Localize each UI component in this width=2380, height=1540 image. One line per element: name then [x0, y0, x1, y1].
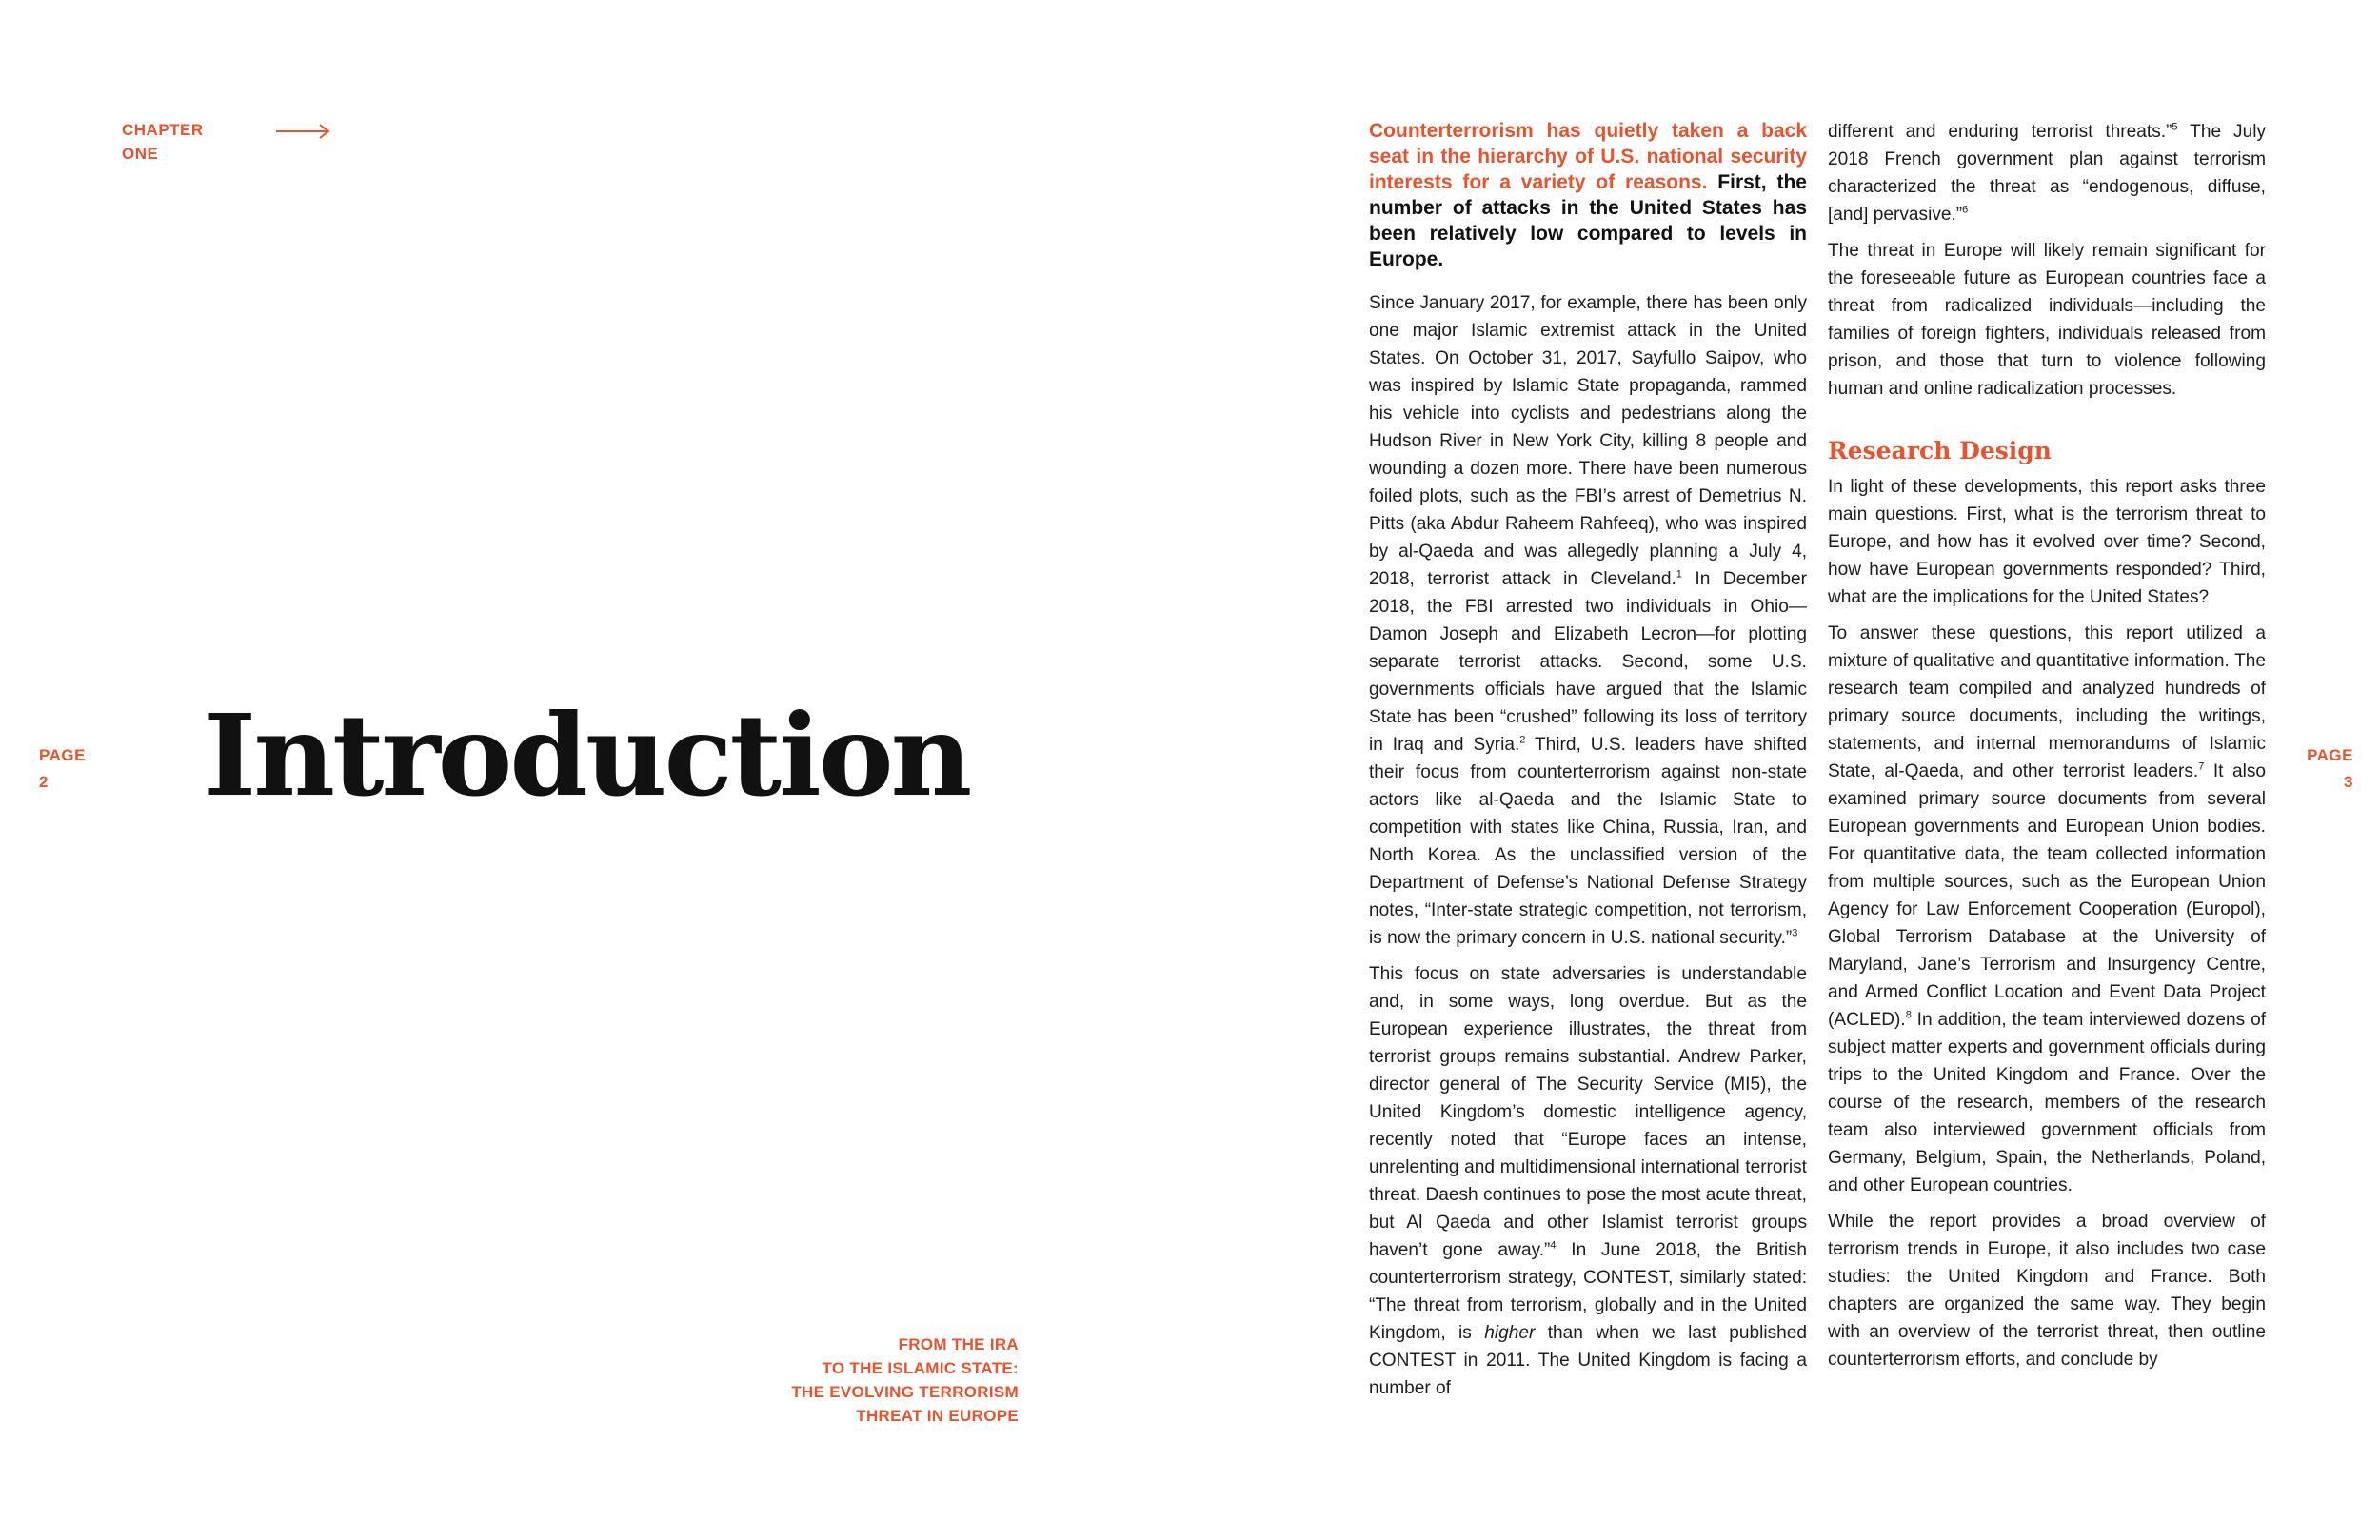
body-text: In addition, the team interviewed dozens of subject matter experts and government officials during trips to the United Kingdom and France. Over the course of the research, members of the research team also interviewed government officials from Germany, Belgium, Spain, the Netherlands, Poland, and other European countries. — [1828, 1010, 2266, 1195]
page-number-right — [2307, 742, 2353, 796]
section-heading: Research Design — [1828, 437, 2052, 464]
text-column-2 — [1828, 118, 2266, 1382]
chapter-label-line2: ONE — [122, 145, 159, 163]
page-label: PAGE — [39, 746, 86, 764]
body-text: than when we last published CONTEST in 2011. The United Kingdom is facing a number of — [1369, 1323, 1807, 1398]
body-paragraph: The threat in Europe will likely remain significant for the foreseeable future as European countries face a threat from radicalized individuals—including the families of foreign fighters, individuals released from prison, and those that turn to violence following human and online radicalization processes. — [1828, 241, 2266, 399]
chapter-label-line1: CHAPTER — [122, 121, 204, 139]
body-paragraph: In light of these developments, this report asks three main questions. First, what is the terrorism threat to Europe, and how has it evolved over time? Second, how have European governments responded? Third, what are the implications for the United States? — [1828, 477, 2266, 607]
body-text: The July 2018 French government plan against terrorism characterized the threat as “endogenous, diffuse, [and] pervasive.” — [1828, 122, 2266, 225]
footnote-ref[interactable]: 5 — [2172, 121, 2178, 133]
footnote-ref[interactable]: 4 — [1550, 1239, 1557, 1252]
page-number-left — [39, 742, 86, 796]
report-title-line: FROM THE IRA — [898, 1335, 1019, 1353]
body-text: It also examined primary source documents from several European governments and European Union bodies. For quantitative data, the team collected information from multiple sources, such as the European Union Agency for Law Enforcement Cooperation (Europol), Global Terrorism Database at the University of Maryland, Jane’s Terrorism and Insurgency Centre, and Armed Conflict Location and Event Data Project (ACLED). — [1828, 761, 2266, 1030]
lede-rest: First, the number of attacks in the United States has been relatively low compared to levels in Europe. — [1369, 171, 1807, 270]
page-number: 2 — [39, 773, 49, 791]
body-text: Since January 2017, for example, there has been only one major Islamic extremist attack in the United States. On October 31, 2017, Sayfullo Saipov, who was inspired by Islamic State propaganda, rammed his vehicle into cyclists and pedestrians along the Hudson River in New York City, killing 8 people and wounding a dozen more. There have been numerous foiled plots, such as the FBI’s arrest of Demetrius N. Pitts (aka Abdur Raheem Rahfeeq), who was inspired by al-Qaeda and was allegedly planning a July 4, 2018, terrorist attack in Cleveland. — [1369, 293, 1807, 589]
body-paragraph — [1828, 118, 2266, 228]
chapter-label — [122, 118, 204, 166]
footnote-ref[interactable]: 3 — [1792, 927, 1798, 939]
lede-paragraph — [1369, 118, 1807, 272]
footnote-ref[interactable]: 1 — [1676, 568, 1682, 581]
report-title — [724, 1333, 1019, 1428]
body-paragraph — [1369, 289, 1807, 952]
body-text: Third, U.S. leaders have shifted their focus from counterterrorism against non-state actors like al-Qaeda and the Islamic State to competition with states like China, Russia, Iran, and North Korea. As the unclassified version of the Department of Defense’s National Defense Strategy notes, “Inter-state strategic competition, not terrorism, is now the primary concern in U.S. national security.” — [1369, 735, 1807, 948]
body-text: In June 2018, the British counterterrorism strategy, CONTEST, similarly stated: “The threat from terrorism, globally and in the United Kingdom, is — [1369, 1240, 1807, 1343]
arrow-right-icon — [274, 122, 331, 141]
report-title-line: THREAT IN EUROPE — [856, 1407, 1019, 1425]
body-text: To answer these questions, this report utilized a mixture of qualitative and quantitative information. The research team compiled and analyzed hundreds of primary source documents, including the writings, statements, and internal memorandums of Islamic State, al-Qaeda, and other terrorist leaders. — [1828, 623, 2266, 781]
body-paragraph — [1369, 960, 1807, 1402]
lede-accent: Counterterrorism has quietly taken a back seat in the hierarchy of U.S. national security interests for a variety of reasons. — [1369, 120, 1807, 193]
report-title-line: THE EVOLVING TERRORISM — [791, 1383, 1019, 1401]
page-label: PAGE — [2307, 746, 2353, 764]
body-paragraph: While the report provides a broad overview of terrorism trends in Europe, it also includes two case studies: the United Kingdom and France. Both chapters are organized the same way. They begin with an overview of the terrorist threat, then outline counterterrorism efforts, and conclude by — [1828, 1212, 2266, 1370]
page-number: 3 — [2344, 773, 2353, 791]
report-title-line: TO THE ISLAMIC STATE: — [822, 1359, 1019, 1377]
body-text: In December 2018, the FBI arrested two individuals in Ohio—Damon Joseph and Elizabeth Lecron—for plotting separate terrorist attacks. Second, some U.S. governments officials have argued that the Islamic State has been “crushed” following its loss of territory in Iraq and Syria. — [1369, 569, 1807, 755]
footnote-ref[interactable]: 8 — [1905, 1009, 1912, 1021]
footnote-ref[interactable]: 6 — [1962, 204, 1969, 216]
body-text: different and enduring terrorist threats.” — [1828, 122, 2172, 142]
footnote-ref[interactable]: 2 — [1519, 734, 1526, 746]
section-title: Introduction — [204, 689, 970, 821]
text-column-1 — [1369, 118, 1807, 1411]
body-paragraph — [1828, 620, 2266, 1199]
italic-text: higher — [1484, 1323, 1536, 1343]
footnote-ref[interactable]: 7 — [2198, 760, 2205, 773]
body-text: This focus on state adversaries is understandable and, in some ways, long overdue. But as the European experience illustrates, the threat from terrorist groups remains substantial. Andrew Parker, director general of The Security Service (MI5), the United Kingdom’s domestic intelligence agency, recently noted that “Europe faces an intense, unrelenting and multidimensional international terrorist threat. Daesh continues to pose the most acute threat, but Al Qaeda and other Islamist terrorist groups haven’t gone away.” — [1369, 964, 1807, 1260]
